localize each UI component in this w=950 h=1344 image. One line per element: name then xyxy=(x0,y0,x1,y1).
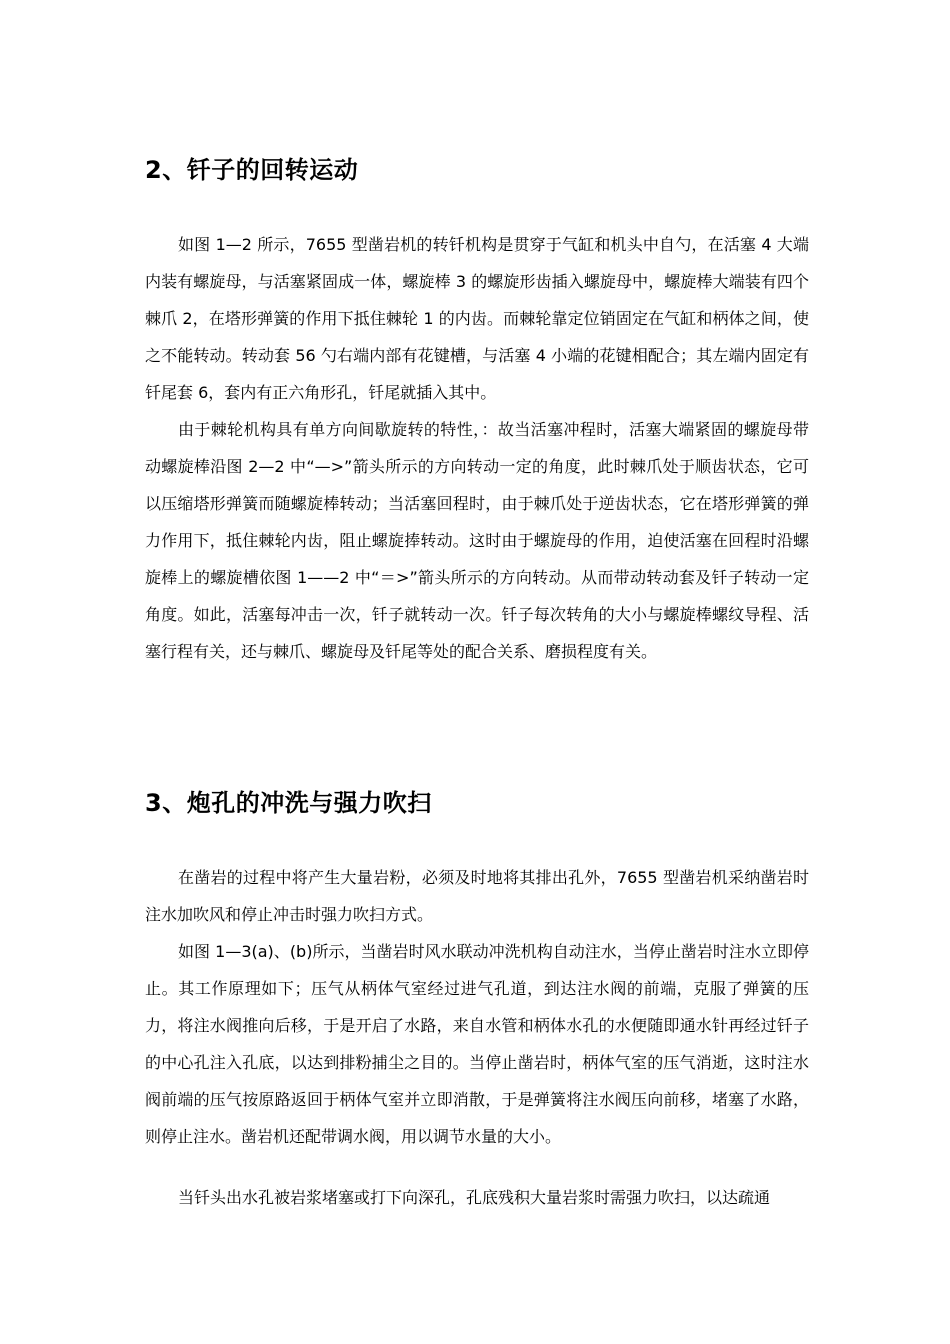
section-2-paragraph-1: 如图 1—2 所示，7655 型凿岩机的转钎机构是贯穿于气缸和机头中自勺，在活塞 4 大端内装有螺旋母，与活塞紧固成一体，螺旋棒 3 的螺旋形齿插入螺旋母中，螺旋棒大端装有四个棘爪 2，在塔形弹簧的作用下抵住棘轮 1 的内齿。而棘轮靠定位销固定在气缸和柄体之间，使之不能转动。转动套 56 勺右端内部有花键槽，与活塞 4 小端的花键相配合；其左端内固定有钎尾套 6，套内有正六角形孔，钎尾就插入其中。 xyxy=(145,235,809,402)
section-3-paragraph-2: 如图 1—3(a)、(b)所示，当凿岩时风水联动冲洗机构自动注水，当停止凿岩时注水立即停止。其工作原理如下；压气从柄体气室经过进气孔道，到达注水阀的前端，克服了弹簧的压力，将注水阀推向后移，于是开启了水路，来自水管和柄体水孔的水便随即通水针再经过钎子的中心孔注入孔底，以达到排粉捕尘之目的。当停止凿岩时，柄体气室的压气消逝，这时注水阀前端的压气按原路返回于柄体气室并立即消散，于是弹簧将注水阀压向前移，堵塞了水路，则停止注水。凿岩机还配带调水阀，用以调节水量的大小。 xyxy=(145,942,809,1146)
section-3-paragraph-1: 在凿岩的过程中将产生大量岩粉，必须及时地将其排出孔外，7655 型凿岩机采纳凿岩时注水加吹风和停止冲击时强力吹扫方式。 xyxy=(145,868,809,924)
section-3-heading: 3、炮孔的冲洗与强力吹扫 xyxy=(145,789,432,817)
section-2-paragraph-2: 由于棘轮机构具有单方向间歇旋转的特性，：故当活塞冲程时，活塞大端紧固的螺旋母带动螺旋棒沿图 2—2 中“—>”箭头所示的方向转动一定的角度，此时棘爪处于顺齿状态，它可以压缩塔形弹簧而随螺旋棒转动；当活塞回程时，由于棘爪处于逆齿状态，它在塔形弹簧的弹力作用下，抵住棘轮内齿，阻止螺旋捧转动。这时由于螺旋母的作用，迫使活塞在回程时沿螺旋棒上的螺旋槽依图 1——2 中“＝>”箭头所示的方向转动。从而带动转动套及钎子转动一定角度。如此，活塞每冲击一次，钎子就转动一次。钎子每次转角的大小与螺旋棒螺纹导程、活塞行程有关，还与棘爪、螺旋母及钎尾等处的配合关系、磨损程度有关。 xyxy=(145,420,809,661)
section-3-paragraph-3: 当钎头出水孔被岩浆堵塞或打下向深孔，孔底残积大量岩浆时需强力吹扫，以达疏通 xyxy=(178,1188,771,1207)
section-2-heading: 2、钎子的回转运动 xyxy=(145,156,359,184)
